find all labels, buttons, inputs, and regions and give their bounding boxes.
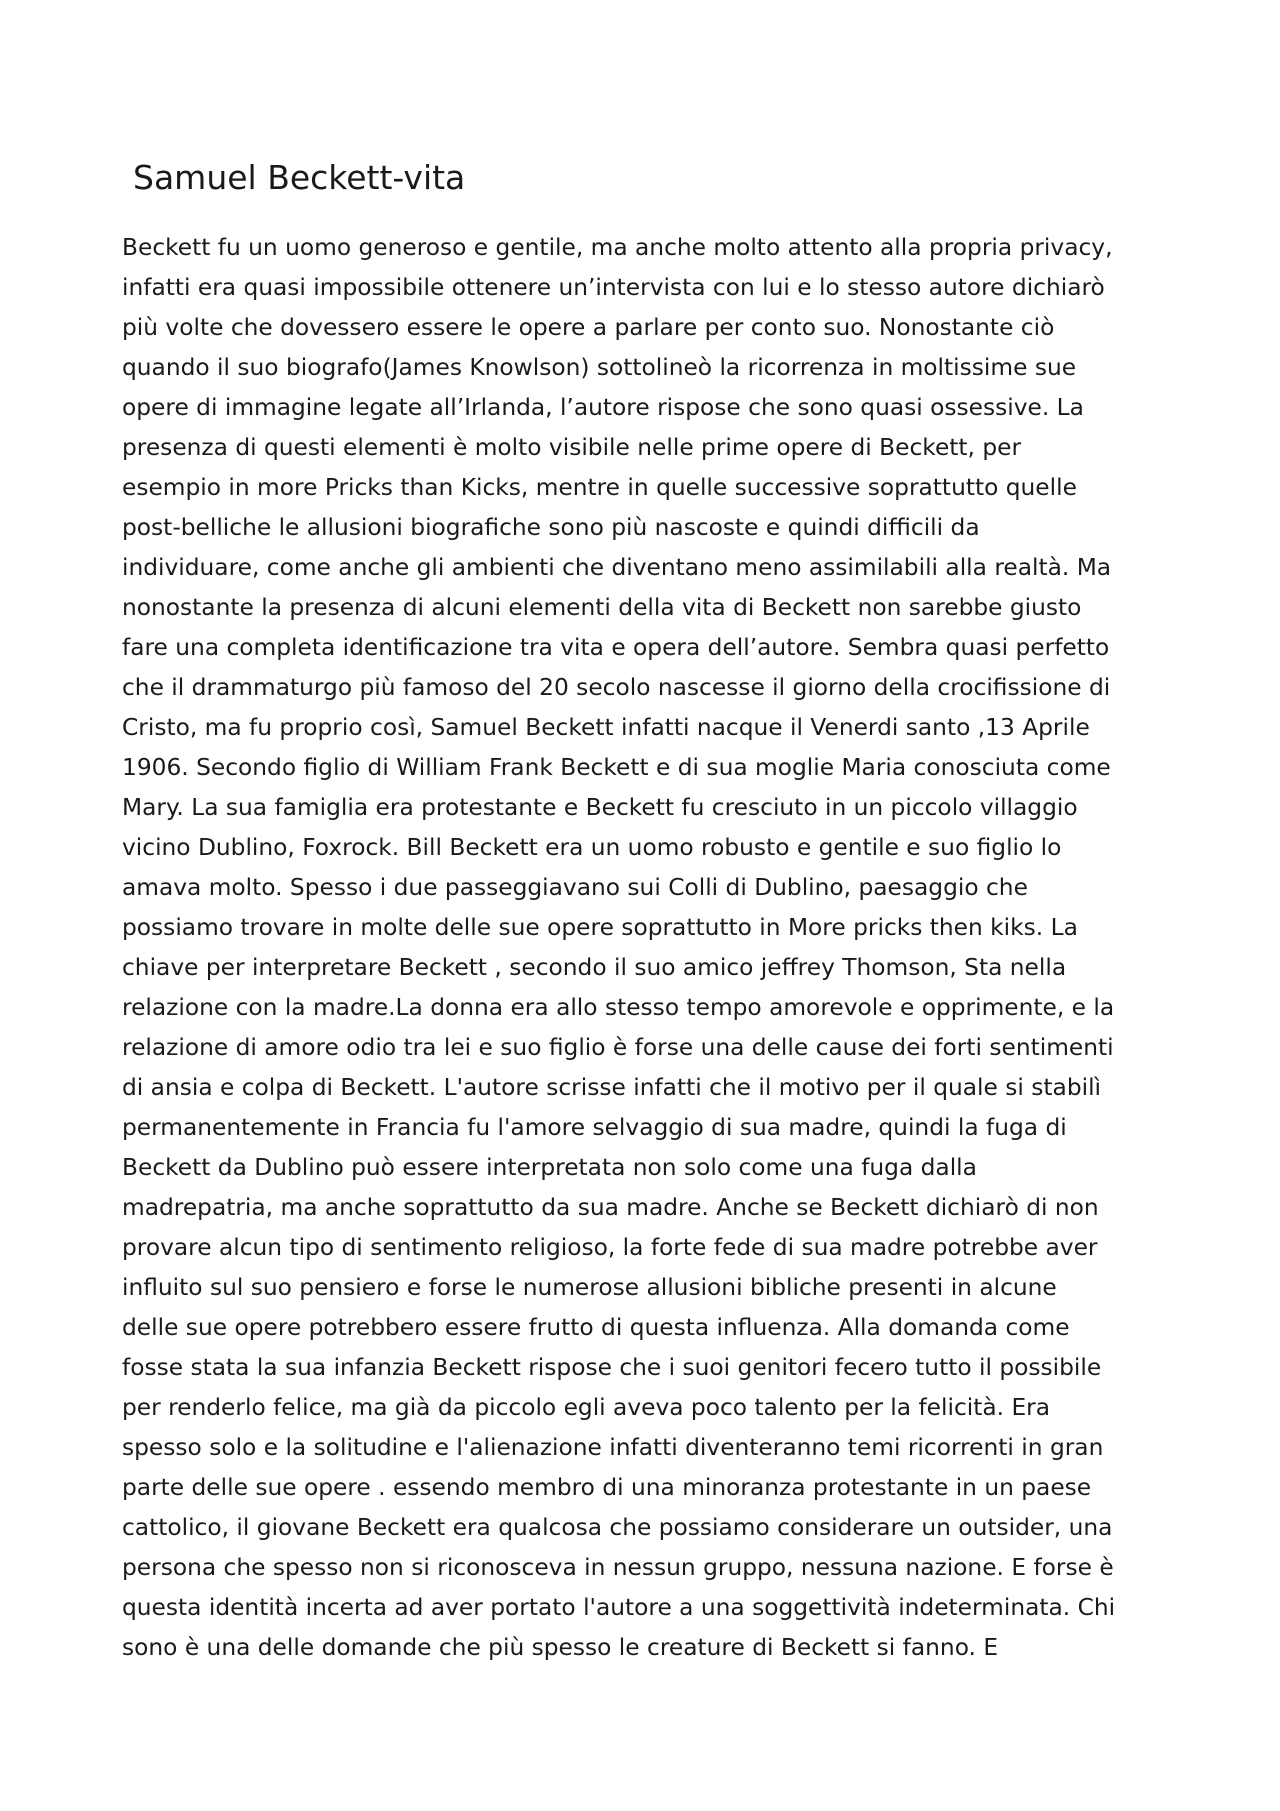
text-line: relazione di amore odio tra lei e suo figlio è forse una delle cause dei forti sentimenti bbox=[122, 1034, 1114, 1061]
text-line: persona che spesso non si riconosceva in nessun gruppo, nessuna nazione. E forse è bbox=[122, 1554, 1114, 1581]
text-line: Mary. La sua famiglia era protestante e Beckett fu cresciuto in un piccolo villaggio bbox=[122, 794, 1078, 821]
text-line: Beckett da Dublino può essere interpretata non solo come una fuga dalla bbox=[122, 1154, 977, 1181]
body-paragraph bbox=[122, 228, 1182, 1668]
text-line: madrepatria, ma anche soprattutto da sua madre. Anche se Beckett dichiarò di non bbox=[122, 1194, 1099, 1221]
text-line: nonostante la presenza di alcuni elementi della vita di Beckett non sarebbe giusto bbox=[122, 594, 1082, 621]
text-line: esempio in more Pricks than Kicks, mentre in quelle successive soprattutto quelle bbox=[122, 474, 1077, 501]
text-line: chiave per interpretare Beckett , secondo il suo amico jeffrey Thomson, Sta nella bbox=[122, 954, 1067, 981]
text-line: post-belliche le allusioni biografiche sono più nascoste e quindi difficili da bbox=[122, 514, 980, 541]
text-line: questa identità incerta ad aver portato l'autore a una soggettività indeterminata. Chi bbox=[122, 1594, 1116, 1621]
text-line: amava molto. Spesso i due passeggiavano sui Colli di Dublino, paesaggio che bbox=[122, 874, 1028, 901]
text-line: spesso solo e la solitudine e l'alienazione infatti diventeranno temi ricorrenti in gran bbox=[122, 1434, 1104, 1461]
text-line: presenza di questi elementi è molto visibile nelle prime opere di Beckett, per bbox=[122, 434, 1022, 461]
text-line: individuare, come anche gli ambienti che diventano meno assimilabili alla realtà. Ma bbox=[122, 554, 1112, 581]
text-line: relazione con la madre.La donna era allo stesso tempo amorevole e opprimente, e la bbox=[122, 994, 1115, 1021]
text-line: sono è una delle domande che più spesso le creature di Beckett si fanno. E bbox=[122, 1634, 999, 1661]
text-line: permanentemente in Francia fu l'amore selvaggio di sua madre, quindi la fuga di bbox=[122, 1114, 1067, 1141]
text-line: per renderlo felice, ma già da piccolo egli aveva poco talento per la felicità. Era bbox=[122, 1394, 1051, 1421]
text-line: parte delle sue opere . essendo membro di una minoranza protestante in un paese bbox=[122, 1474, 1092, 1501]
text-line: influito sul suo pensiero e forse le numerose allusioni bibliche presenti in alcune bbox=[122, 1274, 1057, 1301]
text-line: che il drammaturgo più famoso del 20 secolo nascesse il giorno della crocifissione di bbox=[122, 674, 1111, 701]
text-line: vicino Dublino, Foxrock. Bill Beckett era un uomo robusto e gentile e suo figlio lo bbox=[122, 834, 1062, 861]
text-line: delle sue opere potrebbero essere frutto di questa influenza. Alla domanda come bbox=[122, 1314, 1070, 1341]
text-line: provare alcun tipo di sentimento religioso, la forte fede di sua madre potrebbe aver bbox=[122, 1234, 1098, 1261]
page-title: Samuel Beckett-vita bbox=[133, 158, 466, 197]
text-line: Beckett fu un uomo generoso e gentile, ma anche molto attento alla propria privacy, bbox=[122, 234, 1113, 261]
text-line: opere di immagine legate all’Irlanda, l’autore rispose che sono quasi ossessive. La bbox=[122, 394, 1084, 421]
text-line: quando il suo biografo(James Knowlson) sottolineò la ricorrenza in moltissime sue bbox=[122, 354, 1077, 381]
text-line: Cristo, ma fu proprio così, Samuel Beckett infatti nacque il Venerdi santo ,13 Aprile bbox=[122, 714, 1090, 741]
text-line: cattolico, il giovane Beckett era qualcosa che possiamo considerare un outsider, una bbox=[122, 1514, 1113, 1541]
text-line: 1906. Secondo figlio di William Frank Beckett e di sua moglie Maria conosciuta come bbox=[122, 754, 1111, 781]
text-line: di ansia e colpa di Beckett. L'autore scrisse infatti che il motivo per il quale si stabilì bbox=[122, 1074, 1102, 1101]
text-line: possiamo trovare in molte delle sue opere soprattutto in More pricks then kiks. La bbox=[122, 914, 1078, 941]
text-line: infatti era quasi impossibile ottenere un’intervista con lui e lo stesso autore dichiarò bbox=[122, 274, 1105, 301]
text-line: più volte che dovessero essere le opere a parlare per conto suo. Nonostante ciò bbox=[122, 314, 1055, 341]
text-line: fosse stata la sua infanzia Beckett rispose che i suoi genitori fecero tutto il possibile bbox=[122, 1354, 1102, 1381]
text-line: fare una completa identificazione tra vita e opera dell’autore. Sembra quasi perfetto bbox=[122, 634, 1110, 661]
